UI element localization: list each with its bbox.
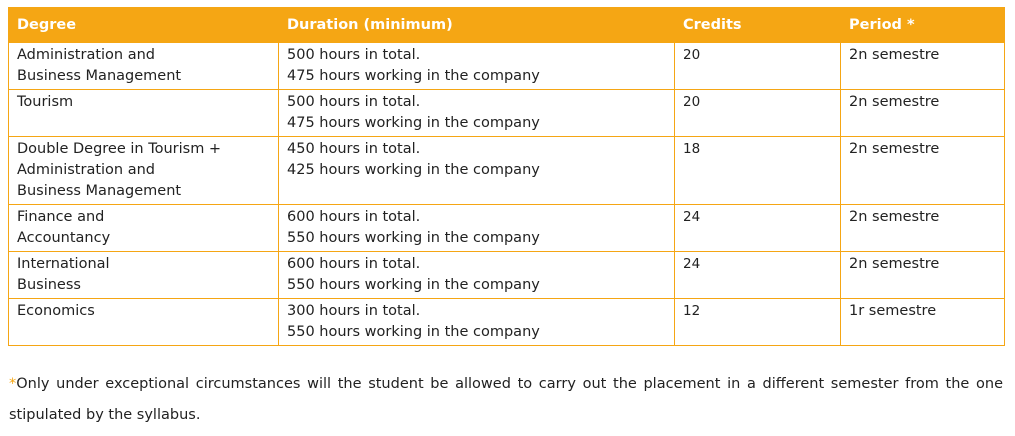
period-cell: 2n semestre	[841, 252, 1005, 299]
table-row	[9, 43, 1005, 90]
degree-line: Tourism	[17, 94, 74, 110]
duration-total: 600 hours in total.	[287, 256, 421, 272]
period-cell: 2n semestre	[841, 137, 1005, 205]
footnote-text: Only under exceptional circumstances will the student be allowed to carry out the placement in a different semester from the one stipulated by the syllabus.	[9, 376, 1003, 423]
degree-line: Business Management	[17, 183, 182, 199]
degree-line: Accountancy	[17, 230, 111, 246]
duration-company: 550 hours working in the company	[287, 230, 540, 246]
period-cell: 2n semestre	[841, 43, 1005, 90]
credits-cell: 20	[675, 90, 841, 137]
degree-line: Economics	[17, 303, 95, 319]
duration-cell	[279, 252, 675, 299]
duration-total: 600 hours in total.	[287, 209, 421, 225]
duration-cell	[279, 205, 675, 252]
table-row	[9, 90, 1005, 137]
period-cell: 2n semestre	[841, 205, 1005, 252]
duration-cell	[279, 299, 675, 346]
degree-cell	[9, 137, 279, 205]
table-row	[9, 299, 1005, 346]
duration-company: 475 hours working in the company	[287, 68, 540, 84]
degree-cell	[9, 205, 279, 252]
header-credits: Credits	[675, 8, 841, 43]
credits-cell: 20	[675, 43, 841, 90]
credits-cell: 18	[675, 137, 841, 205]
table-row	[9, 205, 1005, 252]
duration-cell	[279, 137, 675, 205]
duration-cell	[279, 43, 675, 90]
degree-line: Business Management	[17, 68, 182, 84]
table-row	[9, 137, 1005, 205]
duration-company: 425 hours working in the company	[287, 162, 540, 178]
degree-cell	[9, 252, 279, 299]
duration-cell	[279, 90, 675, 137]
credits-cell: 12	[675, 299, 841, 346]
header-degree: Degree	[9, 8, 279, 43]
footnote	[9, 369, 1003, 431]
degree-line: Business	[17, 277, 81, 293]
credits-cell: 24	[675, 205, 841, 252]
degree-cell	[9, 299, 279, 346]
placements-table-container	[8, 7, 1004, 346]
period-cell: 1r semestre	[841, 299, 1005, 346]
duration-total: 500 hours in total.	[287, 94, 421, 110]
duration-company: 475 hours working in the company	[287, 115, 540, 131]
table-row	[9, 252, 1005, 299]
duration-total: 300 hours in total.	[287, 303, 421, 319]
duration-company: 550 hours working in the company	[287, 324, 540, 340]
degree-cell	[9, 43, 279, 90]
footnote-marker: *	[9, 376, 17, 392]
period-cell: 2n semestre	[841, 90, 1005, 137]
duration-total: 500 hours in total.	[287, 47, 421, 63]
header-period: Period *	[841, 8, 1005, 43]
header-duration: Duration (minimum)	[279, 8, 675, 43]
degree-line: Double Degree in Tourism +	[17, 141, 222, 157]
degree-line: Administration and	[17, 162, 155, 178]
credits-cell: 24	[675, 252, 841, 299]
duration-total: 450 hours in total.	[287, 141, 421, 157]
duration-company: 550 hours working in the company	[287, 277, 540, 293]
degree-line: Finance and	[17, 209, 105, 225]
table-header-row	[9, 8, 1005, 43]
degree-cell	[9, 90, 279, 137]
degree-line: Administration and	[17, 47, 155, 63]
placements-table	[8, 7, 1005, 346]
degree-line: International	[17, 256, 110, 272]
